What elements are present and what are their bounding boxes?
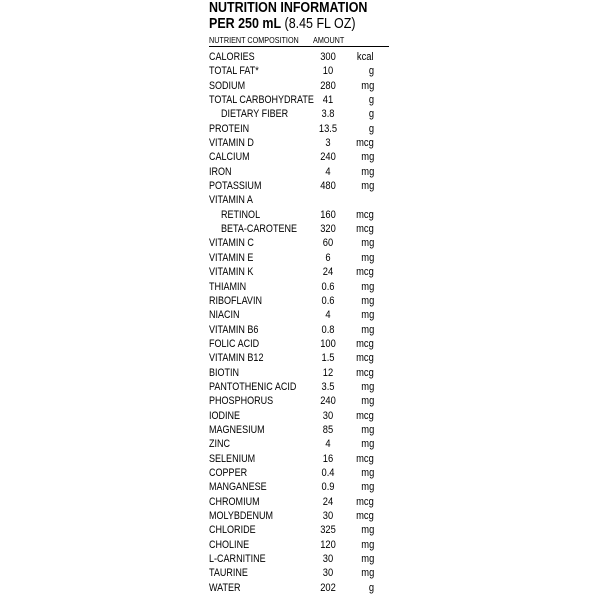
serving-size-alt: (8.45 FL OZ): [281, 16, 356, 32]
nutrient-name: PROTEIN: [209, 122, 250, 135]
nutrient-unit: mg: [361, 180, 374, 193]
nutrient-amount: 41: [322, 94, 334, 107]
nutrient-unit: mg: [361, 79, 374, 92]
nutrient-row: [209, 251, 389, 265]
nutrient-amount: 4: [325, 438, 331, 451]
nutrient-row: [209, 179, 389, 193]
nutrient-row: [209, 122, 389, 136]
nutrient-row: [209, 480, 389, 494]
nutrient-unit: mg: [361, 481, 374, 494]
nutrient-name: POTASSIUM: [209, 180, 262, 193]
nutrient-name: IODINE: [209, 409, 241, 422]
nutrient-row: [209, 581, 389, 595]
nutrient-amount: 325: [320, 524, 336, 537]
nutrient-unit: mg: [361, 524, 374, 537]
nutrient-name: MANGANESE: [209, 481, 267, 494]
nutrient-amount: 4: [325, 309, 331, 322]
nutrient-name: L-CARNITINE: [209, 553, 266, 566]
nutrient-name: VITAMIN D: [209, 137, 254, 150]
nutrient-amount: 30: [322, 567, 334, 580]
nutrient-row: [209, 107, 389, 121]
nutrient-row: [209, 236, 389, 250]
nutrient-amount: 4: [325, 165, 331, 178]
nutrient-name: BETA-CAROTENE: [221, 223, 298, 236]
nutrient-amount: 3.8: [321, 108, 335, 121]
nutrient-name: THIAMIN: [209, 280, 247, 293]
nutrient-row: [209, 294, 389, 308]
nutrient-unit: mg: [361, 237, 374, 250]
nutrient-row: [209, 50, 389, 64]
nutrient-unit: mg: [361, 309, 374, 322]
nutrient-name: IRON: [209, 165, 232, 178]
nutrient-name: FOLIC ACID: [209, 337, 260, 350]
nutrient-name: ZINC: [209, 438, 231, 451]
nutrient-amount: 0.6: [321, 280, 335, 293]
nutrient-amount: 6: [325, 251, 331, 264]
nutrient-row: [209, 323, 389, 337]
nutrient-unit: mcg: [356, 337, 374, 350]
nutrient-unit: mg: [361, 438, 374, 451]
nutrient-amount: 30: [322, 510, 334, 522]
nutrient-name: WATER: [209, 581, 241, 594]
nutrient-row: [209, 193, 389, 207]
nutrient-amount: 30: [322, 553, 334, 566]
nutrient-name: VITAMIN E: [209, 251, 254, 264]
nutrient-amount: 240: [320, 395, 336, 408]
nutrient-unit: mg: [361, 323, 374, 336]
nutrient-name: NIACIN: [209, 309, 240, 322]
nutrient-row: [209, 538, 389, 552]
nutrient-row: [209, 566, 389, 580]
nutrient-amount: 30: [322, 409, 334, 422]
nutrient-unit: mcg: [356, 366, 374, 379]
nutrient-unit: g: [368, 581, 374, 594]
nutrient-row: [209, 380, 389, 394]
nutrient-amount: 12: [322, 366, 334, 379]
nutrient-name: VITAMIN C: [209, 237, 254, 250]
nutrient-row: [209, 265, 389, 279]
nutrient-row: [209, 466, 389, 480]
nutrient-unit: g: [368, 94, 374, 107]
nutrient-name: CHOLINE: [209, 538, 250, 551]
nutrient-amount: 480: [320, 180, 336, 193]
nutrient-name: TOTAL FAT*: [209, 65, 259, 78]
nutrient-unit: g: [368, 65, 374, 78]
nutrient-name: PHOSPHORUS: [209, 395, 274, 408]
nutrient-name: BIOTIN: [209, 366, 240, 379]
nutrient-row: [209, 136, 389, 150]
nutrient-amount: 13.5: [318, 122, 338, 135]
nutrient-name: TOTAL CARBOHYDRATE: [209, 94, 314, 107]
nutrient-amount: 3.5: [321, 380, 335, 393]
amount-column-header: AMOUNT: [313, 35, 345, 45]
nutrient-name: VITAMIN B6: [209, 323, 259, 336]
nutrient-unit: mcg: [356, 452, 374, 465]
nutrient-amount: 202: [320, 581, 336, 594]
nutrient-row: [209, 394, 389, 408]
nutrient-unit: mcg: [356, 266, 374, 279]
panel-title: [209, 0, 368, 16]
nutrient-name: CALCIUM: [209, 151, 250, 164]
nutrient-row: [209, 150, 389, 164]
nutrient-amount: 0.4: [321, 466, 335, 479]
nutrient-name: TAURINE: [209, 567, 248, 580]
nutrient-unit: mg: [361, 151, 374, 164]
nutrient-row: [209, 409, 389, 423]
column-headers: [209, 34, 389, 46]
nutrient-name: COPPER: [209, 466, 248, 479]
nutrient-unit: mcg: [356, 495, 374, 508]
nutrient-name: VITAMIN K: [209, 266, 254, 279]
nutrient-row: [209, 222, 389, 236]
nutrient-name: SELENIUM: [209, 452, 256, 465]
nutrient-unit: kcal: [357, 51, 374, 63]
nutrient-amount: 16: [322, 452, 334, 465]
nutrient-unit: mg: [361, 423, 374, 436]
nutrient-unit: mcg: [356, 352, 374, 365]
nutrient-unit: mg: [361, 251, 374, 264]
nutrient-unit: g: [368, 108, 374, 121]
nutrient-row: [209, 509, 389, 523]
nutrient-name: SODIUM: [209, 79, 246, 92]
nutrient-amount: 10: [322, 65, 334, 78]
nutrient-unit: mg: [361, 380, 374, 393]
nutrient-unit: mcg: [356, 137, 374, 150]
nutrient-row: [209, 208, 389, 222]
nutrient-row: [209, 366, 389, 380]
nutrient-name: CHROMIUM: [209, 495, 260, 508]
nutrient-row: [209, 64, 389, 78]
header-divider: [209, 46, 389, 47]
nutrient-amount: 60: [322, 237, 334, 250]
nutrient-row: [209, 423, 389, 437]
nutrient-unit: mcg: [356, 223, 374, 236]
title-text: NUTRITION INFORMATION: [209, 0, 368, 16]
nutrient-amount: 320: [320, 223, 336, 236]
nutrient-name: RIBOFLAVIN: [209, 294, 262, 307]
nutrient-unit: mg: [361, 294, 374, 307]
serving-size-value: PER 250 mL: [209, 16, 282, 32]
nutrient-column-header: NUTRIENT COMPOSITION: [209, 35, 299, 45]
nutrient-unit: g: [368, 122, 374, 135]
nutrient-amount: 100: [320, 337, 336, 350]
nutrient-amount: 24: [322, 266, 334, 279]
nutrient-list: [209, 50, 389, 595]
nutrient-amount: 120: [320, 538, 336, 551]
nutrition-panel: [209, 0, 389, 595]
nutrient-name: PANTOTHENIC ACID: [209, 380, 297, 393]
nutrient-row: [209, 280, 389, 294]
nutrient-name: MAGNESIUM: [209, 423, 265, 436]
nutrient-unit: mg: [361, 395, 374, 408]
nutrient-unit: mg: [361, 538, 374, 551]
nutrient-row: [209, 337, 389, 351]
nutrient-amount: 85: [322, 423, 334, 436]
nutrient-amount: 300: [320, 51, 336, 63]
nutrient-amount: 0.8: [321, 323, 335, 336]
nutrient-row: [209, 79, 389, 93]
nutrient-name: CHLORIDE: [209, 524, 256, 537]
nutrient-amount: 0.6: [321, 294, 335, 307]
serving-size: [209, 16, 364, 32]
nutrient-amount: 3: [325, 137, 331, 150]
nutrient-row: [209, 437, 389, 451]
nutrient-row: [209, 552, 389, 566]
nutrient-name: CALORIES: [209, 51, 255, 63]
nutrient-row: [209, 495, 389, 509]
nutrient-unit: mcg: [356, 510, 374, 522]
nutrient-unit: mg: [361, 280, 374, 293]
nutrient-unit: mg: [361, 165, 374, 178]
nutrient-unit: mg: [361, 553, 374, 566]
nutrient-amount: 1.5: [321, 352, 335, 365]
nutrient-amount: 160: [320, 208, 336, 221]
nutrient-unit: mg: [361, 567, 374, 580]
nutrient-unit: mg: [361, 466, 374, 479]
nutrient-amount: 24: [322, 495, 334, 508]
nutrient-name: MOLYBDENUM: [209, 510, 273, 522]
nutrient-name: VITAMIN B12: [209, 352, 264, 365]
nutrient-row: [209, 351, 389, 365]
nutrient-name: VITAMIN A: [209, 194, 253, 207]
nutrient-unit: mcg: [356, 409, 374, 422]
nutrient-amount: 240: [320, 151, 336, 164]
nutrient-row: [209, 308, 389, 322]
nutrient-name: RETINOL: [221, 208, 261, 221]
nutrient-row: [209, 93, 389, 107]
nutrient-name: DIETARY FIBER: [221, 108, 289, 121]
nutrient-unit: mcg: [356, 208, 374, 221]
nutrient-amount: 280: [320, 79, 336, 92]
nutrient-row: [209, 165, 389, 179]
nutrient-amount: 0.9: [321, 481, 335, 494]
nutrient-row: [209, 523, 389, 537]
nutrient-row: [209, 452, 389, 466]
